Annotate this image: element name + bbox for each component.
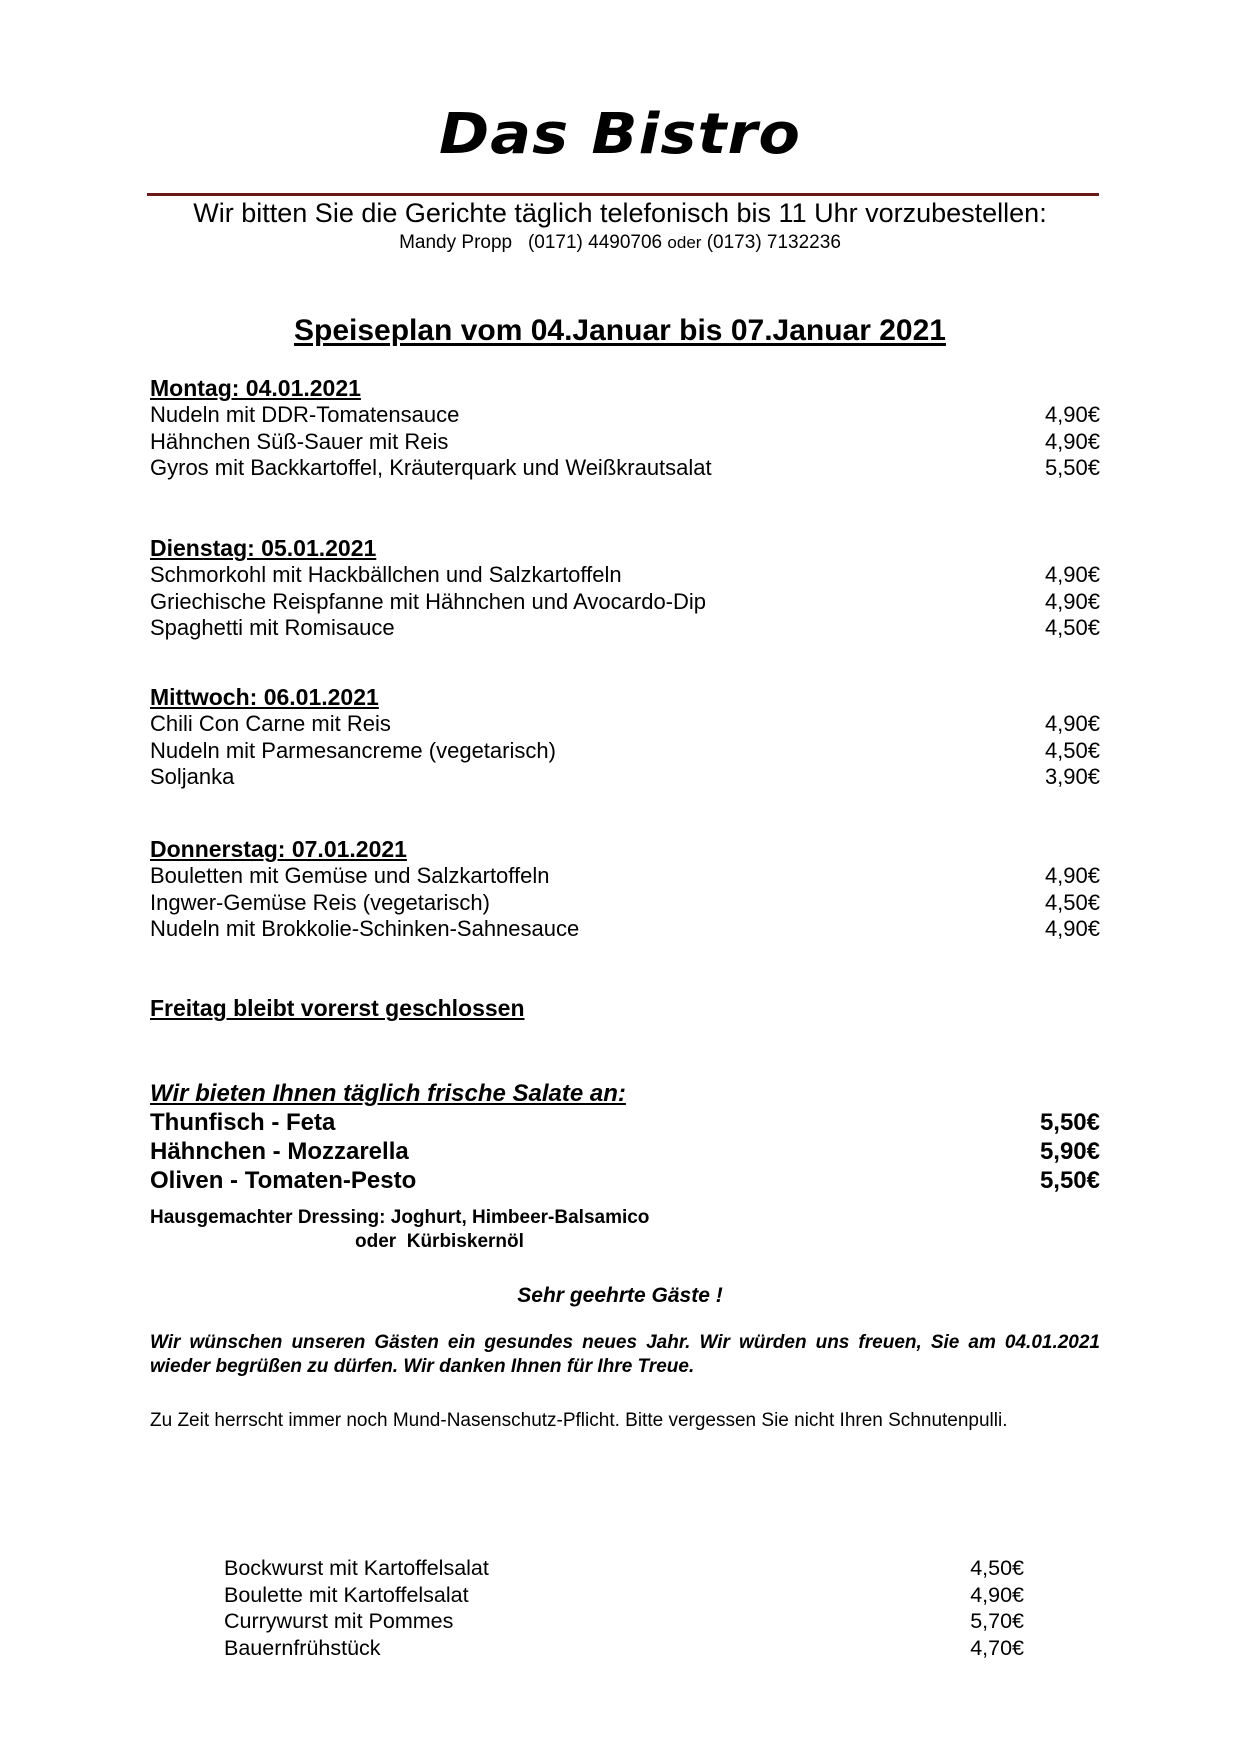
salad-item [150, 1166, 1100, 1195]
day-heading: Montag: 04.01.2021 [150, 375, 361, 401]
dish-price: 4,90€ [1044, 402, 1100, 427]
mask-requirement-note: Zu Zeit herrscht immer noch Mund-Nasenschutz-Pflicht. Bitte vergessen Sie nicht Ihren Schnutenpulli. [150, 1410, 1008, 1431]
contact-name: Mandy Propp [399, 232, 513, 253]
extra-name: Currywurst mit Pommes [224, 1609, 454, 1633]
day-section-monday [150, 375, 1100, 482]
day-section-wednesday [150, 684, 1100, 791]
menu-item [150, 455, 1100, 482]
dish-price: 4,50€ [1044, 615, 1100, 640]
menu-item [150, 738, 1100, 765]
dish-price: 3,90€ [1044, 764, 1100, 789]
order-notice: Wir bitten Sie die Gerichte täglich telefonisch bis 11 Uhr vorzubestellen: [193, 198, 1047, 228]
dish-name: Chili Con Carne mit Reis [150, 711, 391, 736]
salad-item [150, 1137, 1100, 1166]
day-heading: Dienstag: 05.01.2021 [150, 535, 377, 561]
menu-item [150, 429, 1100, 456]
menu-item [150, 589, 1100, 616]
phone-1: (0171) 4490706 [527, 232, 663, 253]
menu-item [150, 615, 1100, 642]
extra-name: Boulette mit Kartoffelsalat [224, 1582, 469, 1607]
menu-item [150, 890, 1100, 917]
dish-name: Soljanka [150, 764, 235, 789]
salad-name: Hähnchen - Mozzarella [150, 1138, 409, 1165]
menu-item [150, 916, 1100, 943]
bistro-title: Das Bistro [438, 102, 801, 167]
salad-name: Oliven - Tomaten-Pesto [150, 1167, 417, 1194]
salad-price: 5,90€ [1039, 1138, 1100, 1165]
extra-price: 5,70€ [970, 1609, 1024, 1633]
menu-item [150, 402, 1100, 429]
dish-price: 4,50€ [1044, 737, 1100, 763]
extra-price: 4,90€ [970, 1582, 1024, 1607]
menu-plan-title: Speiseplan vom 04.Januar bis 07.Januar 2021 [293, 314, 946, 347]
day-heading: Donnerstag: 07.01.2021 [150, 836, 407, 862]
contact-info [0, 231, 1240, 255]
day-section-tuesday [150, 535, 1100, 642]
dressing-note [150, 1206, 649, 1254]
extra-item [224, 1555, 1024, 1582]
dish-name: Griechische Reispfanne mit Hähnchen und Avocardo-Dip [150, 588, 707, 614]
friday-closed-note: Freitag bleibt vorerst geschlossen [150, 995, 525, 1021]
guest-greeting: Sehr geehrte Gäste ! [517, 1284, 723, 1307]
new-year-message: Wir wünschen unseren Gästen ein gesundes neues Jahr. Wir würden uns freuen, Sie am 04.01.2021 wieder begrüßen zu dürfen. Wir danken Ihnen für Ihre Treue. [150, 1332, 1100, 1377]
dish-name: Nudeln mit DDR-Tomatensauce [150, 402, 460, 427]
dish-name: Hähnchen Süß-Sauer mit Reis [150, 428, 449, 454]
dish-price: 5,50€ [1044, 455, 1100, 480]
dressing-line-1: Hausgemachter Dressing: Joghurt, Himbeer-Balsamico [150, 1207, 650, 1228]
salad-price: 5,50€ [1039, 1109, 1100, 1136]
dish-price: 4,90€ [1044, 562, 1100, 587]
day-heading: Mittwoch: 06.01.2021 [150, 684, 379, 710]
phone-2: (0173) 7132236 [706, 232, 841, 253]
extra-name: Bockwurst mit Kartoffelsalat [224, 1556, 489, 1580]
menu-item [150, 764, 1100, 791]
extra-price: 4,70€ [970, 1635, 1024, 1660]
dish-price: 4,90€ [1044, 711, 1100, 736]
phone-separator: oder [667, 233, 702, 252]
dish-name: Spaghetti mit Romisauce [150, 615, 395, 640]
dish-price: 4,90€ [1044, 916, 1100, 941]
menu-item [150, 863, 1100, 890]
salad-name: Thunfisch - Feta [150, 1109, 336, 1136]
salad-heading: Wir bieten Ihnen täglich frische Salate an: [150, 1080, 626, 1107]
dish-price: 4,50€ [1044, 889, 1100, 915]
extra-price: 4,50€ [970, 1556, 1024, 1580]
salad-price: 5,50€ [1039, 1167, 1100, 1194]
dish-price: 4,90€ [1044, 428, 1100, 454]
salad-section [150, 1080, 1100, 1195]
dish-price: 4,90€ [1044, 588, 1100, 614]
dish-name: Bouletten mit Gemüse und Salzkartoffeln [150, 863, 550, 888]
extra-item [224, 1582, 1024, 1609]
dish-name: Schmorkohl mit Hackbällchen und Salzkartoffeln [150, 562, 622, 587]
extra-item [224, 1635, 1024, 1662]
dish-name: Gyros mit Backkartoffel, Kräuterquark und Weißkrautsalat [150, 455, 712, 480]
dish-name: Nudeln mit Brokkolie-Schinken-Sahnesauce [150, 916, 580, 941]
extras-section [224, 1555, 1024, 1661]
extra-name: Bauernfrühstück [224, 1635, 381, 1660]
day-section-thursday [150, 836, 1100, 943]
menu-item [150, 562, 1100, 589]
extra-item [224, 1608, 1024, 1635]
dish-name: Nudeln mit Parmesancreme (vegetarisch) [150, 737, 556, 763]
dressing-line-2: oder Kürbiskernöl [355, 1231, 524, 1252]
dish-name: Ingwer-Gemüse Reis (vegetarisch) [150, 889, 490, 915]
dish-price: 4,90€ [1044, 863, 1100, 888]
menu-item [150, 711, 1100, 738]
salad-item [150, 1108, 1100, 1137]
